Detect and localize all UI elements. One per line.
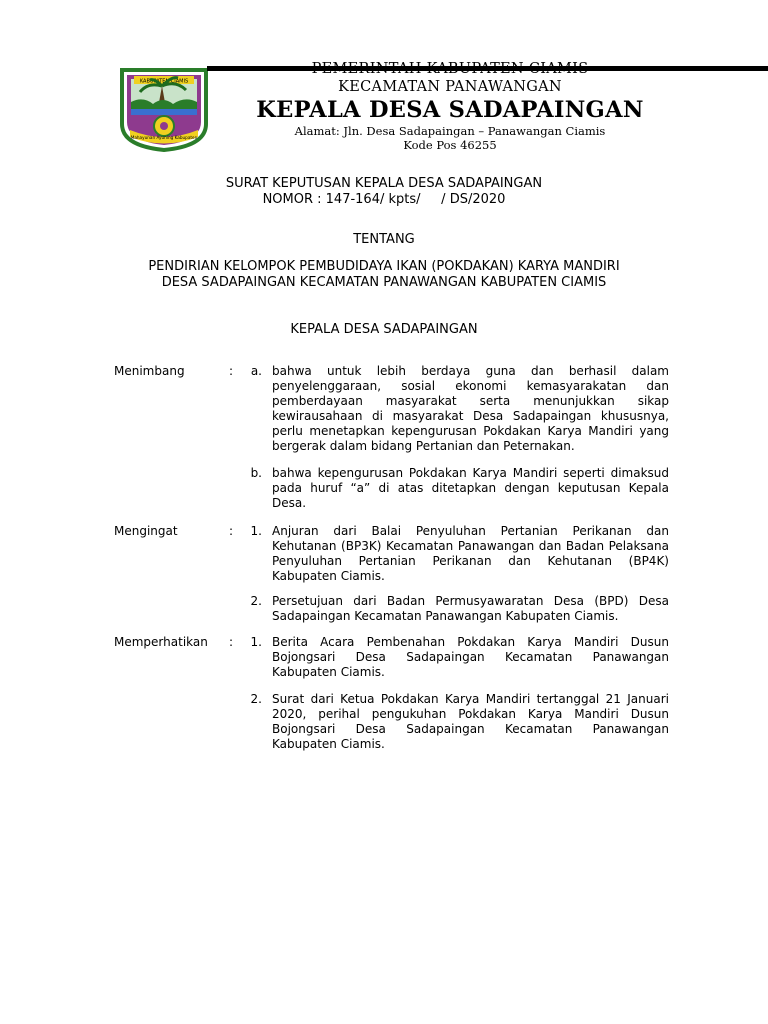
office-title: KEPALA DESA SADAPAINGAN bbox=[256, 97, 644, 123]
memperhatikan-item-2: Surat dari Ketua Pokdakan Karya Mandiri tertanggal 21 Januari 2020, perihal pengukuhan Pokdakan Karya Mandiri Dusun Bojongsari Desa Sadapaingan Kecamatan Panawangan Kabupaten Ciamis. bbox=[272, 692, 669, 752]
ciamis-regency-emblem bbox=[118, 66, 210, 152]
svg-text:KABUPATEN CIAMIS: KABUPATEN CIAMIS bbox=[139, 78, 189, 85]
postal-code: Kode Pos 46255 bbox=[403, 138, 497, 152]
subject-line-2: DESA SADAPAINGAN KECAMATAN PANAWANGAN KABUPATEN CIAMIS bbox=[161, 275, 607, 290]
official-title: KEPALA DESA SADAPAINGAN bbox=[290, 322, 478, 337]
mengingat-item-2: Persetujuan dari Badan Permusyawaratan Desa (BPD) Desa Sadapaingan Kecamatan Panawangan Kabupaten Ciamis. bbox=[272, 594, 669, 624]
decree-number: NOMOR : 147-164/ kpts/ / DS/2020 bbox=[262, 192, 506, 207]
item-mark: b. bbox=[250, 466, 262, 480]
about-label: TENTANG bbox=[353, 232, 415, 247]
decree-title: SURAT KEPUTUSAN KEPALA DESA SADAPAINGAN bbox=[225, 176, 543, 191]
district-name: KECAMATAN PANAWANGAN bbox=[338, 79, 562, 95]
section-colon: : bbox=[229, 364, 234, 378]
mengingat-item-1: Anjuran dari Balai Penyuluhan Pertanian Perikanan dan Kehutanan (BP3K) Kecamatan Panawangan dan Badan Pelaksana Penyuluhan Pertanian Perikanan dan Kehutanan (BP4K) Kabupaten Ciamis. bbox=[272, 524, 669, 584]
memperhatikan-item-1: Berita Acara Pembenahan Pokdakan Karya Mandiri Dusun Bojongsari Desa Sadapaingan Kecamatan Panawangan Kabupaten Ciamis. bbox=[272, 635, 669, 680]
government-name: PEMERINTAH KABUPATEN CIAMIS bbox=[311, 61, 589, 77]
section-label-mengingat: Mengingat bbox=[114, 524, 178, 538]
menimbang-item-a: bahwa untuk lebih berdaya guna dan berhasil dalam penyelenggaraan, sosial ekonomi kemasyarakatan dan pemberdayaan masyarakat serta menunjukkan sikap kewirausahaan di masyarakat Desa Sadapaingan khususnya, perlu menetapkan kepengurusan Pokdakan Karya Mandiri yang bergerak dalam bidang Pertanian dan Peternakan. bbox=[272, 364, 669, 454]
section-colon: : bbox=[229, 524, 234, 538]
office-address: Alamat: Jln. Desa Sadapaingan – Panawangan Ciamis bbox=[294, 124, 606, 138]
item-mark: a. bbox=[250, 364, 262, 378]
item-mark: 1. bbox=[250, 635, 262, 649]
item-mark: 2. bbox=[250, 594, 262, 608]
menimbang-item-b: bahwa kepengurusan Pokdakan Karya Mandiri seperti dimaksud pada huruf “a” di atas ditetapkan dengan keputusan Kepala Desa. bbox=[272, 466, 669, 511]
section-colon: : bbox=[229, 635, 234, 649]
svg-text:Mahayunan Ayuning Kabupaten: Mahayunan Ayuning Kabupaten bbox=[130, 135, 198, 140]
section-label-menimbang: Menimbang bbox=[114, 364, 185, 378]
item-mark: 1. bbox=[250, 524, 262, 538]
section-label-memperhatikan: Memperhatikan bbox=[114, 635, 208, 649]
subject-line-1: PENDIRIAN KELOMPOK PEMBUDIDAYA IKAN (POKDAKAN) KARYA MANDIRI bbox=[148, 259, 620, 274]
item-mark: 2. bbox=[250, 692, 262, 706]
